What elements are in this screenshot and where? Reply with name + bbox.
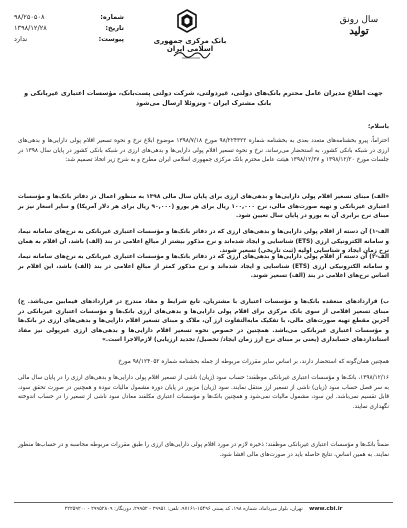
greeting: با‌سلام؛ — [367, 124, 389, 130]
paragraph-intro: احتراماً، پیرو بخشنامه‌های متعدد بعدی به بخشنامه شماره ۹۸/۲۲۴۳۲۲ مورخ ۱۳۹۸/۷/۱۸ موضوع ابلاغ نرخ و نحوه تسعیر اقلام پولی دارایی‌ها و بدهی‌های ارزی در شبکه بانکی کشور، به استحضار می‌رساند، نرخ و نحوه تسعیر اقلام پولی دارایی‌ها و بدهی‌های ارزی در شبکه بانکی کشور در پایان سال ۱۳۹۸ در جلسات مورخ ۱۳۹۸/۱۲/۲۰ و ۱۳۹۸/۱۲/۲۷ هیئت عامل محترم بانک مرکزی جمهوری اسلامی ایران مطرح و به شرح زیر اتخاذ تصمیم شد: — [18, 138, 390, 164]
footer-address: تهران، بلوار میرداماد، شماره ۱۹۸، کد پستی ۱۵۴۹۶-۹۷۱۶۱، تلفن: ۲۹۹۵۱ - ۲۹۹۵۲، دورنگار: ۲۹۹۵۲۸۰۹ - ۲۲۲۵۹۲۰۰ — [64, 506, 303, 512]
paragraph-clauses-b-c: ب) قراردادهای منعقده بانک‌ها و مؤسسات اعتباری با مشتریان، تابع شرایط و مفاد مندرج در قراردادهای فیمابین می‌باشد. ج) مبنای تسعیر اقلامی از سوی بانک مرکزی برای اقلام پولی دارایی‌ها و بدهی‌های ارزی بانک‌ها و مؤسسات اعتباری غیربانکی در آخرین مقطع تهیه صورت‌های مالی، با تفکیک مابه‌التفاوت ارز آن، ملاک و مبنای تسعیر اقلام دارایی‌ها و بدهی‌های ارزی در بانک‌ها و مؤسسات اعتباری غیربانکی می‌باشد. همچنین در خصوص نحوه تسعیر اقلام دارایی‌ها و بدهی‌های ارزی غیرپولی نیز مفاد استانداردهای حسابداری (یعنی بر مبنای نرخ ارز زمان ایجاد/ تحصیل/ تجدید ارزیابی) لازم‌الاجرا است.» — [18, 299, 389, 344]
letter-metadata — [14, 12, 124, 45]
year-slogan — [325, 14, 393, 38]
paragraph-reference: همچنین همان‌گونه که استحضار دارند، بر اساس سایر مقررات مربوطه از جمله بخشنامه شماره ۹۸/۱۲۴۰۵۲ مورخ — [118, 359, 389, 365]
paragraph-clause-a1: الف-۱) آن دسته از اقلام پولی دارایی‌ها و بدهی‌های ارزی که در دفاتر بانک‌ها و مؤسسات اعتباری غیربانکی به نرخ‌های سامانه نیما، و سامانه الکترونیکی ارزی (ETS) شناسایی و ایجاد شده‌اند و نرخ مذکور بیشتر از مبالغ اعلامی در بند (الف) باشد، آن اقلام به همان نرخ زمان ایجاد و شناسایی اولیه (ثبت تاریخی) تسعیر شوند. — [18, 229, 390, 255]
letter-number-row — [14, 12, 124, 23]
paragraph-clause-a2: الف-۲) آن دسته از اقلام پولی دارایی‌ها و بدهی‌های ارزی که در دفاتر بانک‌ها و مؤسسات اعتباری غیربانکی به نرخ‌های سامانه نیما، و سامانه الکترونیکی ارزی (ETS) شناسایی و ایجاد شده‌اند و نرخ مذکور کمتر از مبالغ اعلامی در بند (الف) باشد، این اقلام بر اساس نرخ‌های اعلامی در بند (الف) تسعیر شوند. — [18, 254, 389, 280]
slogan-line-1: سال رونق — [339, 15, 379, 25]
letter-number: ۹۸/۲۵۰۵۰۸ — [14, 13, 45, 21]
signature-mark — [172, 48, 212, 60]
letter-attachment: ندارد — [14, 35, 28, 43]
paragraph-clause-a: «الف) مبنای تسعیر اقلام پولی دارایی‌ها و بدهی‌های ارزی برای پایان سال مالی ۱۳۹۸ به منظور اعمال در دفاتر بانک‌ها و مؤسسات اعتباری غیربانکی و تهیه صورت‌های مالی، نرخ ۱۰۰,۰۰۰ ریال برای هر یورو (۹۰,۰۰۰ ریال برای هر دلار آمریکا) و سایر اسعار نیز بر مبنای نرخ برابری آن به یورو در پایان سال تعیین شود. — [18, 194, 390, 220]
recipient-line: جهت اطلاع مدیران عامل محترم بانک‌های دولتی، غیردولتی، شرکت دولتی پست‌بانک، مؤسسات اعتباری غیربانکی و بانک مشترک ایران - ونزوئلا ارسال می‌شود — [24, 89, 383, 107]
letter-date-label: تاریخ: — [105, 24, 124, 32]
footer-divider — [14, 502, 393, 503]
paragraph-closing: ضمناً بانک‌ها و مؤسسات اعتباری غیربانکی موظفند؛ ذخیره لازم در مورد اقلام پولی دارایی‌های ارزی را طبق مقررات مربوطه محاسبه و در حساب‌ها منظور نمایند. به همین اساس، نتایج حاصله باید در صورت‌های مالی افشا شود. — [18, 442, 389, 458]
central-bank-emblem-icon — [176, 9, 198, 33]
letter-date: ۱۳۹۸/۱۲/۲۸ — [14, 24, 47, 32]
letter-number-label: شماره: — [100, 13, 124, 21]
bank-name: بانک مرکزی جمهوری اسلامی ایران — [153, 37, 227, 53]
letter-attachment-label: پیوست: — [98, 35, 124, 43]
footer — [14, 505, 393, 513]
paragraph-obligations: ۱۳۹۸/۱۲/۱۶، بانک‌ها و مؤسسات اعتباری غیربانکی موظفند؛ حساب سود (زیان) ناشی از تسعیر اقلام پولی دارایی‌ها و بدهی‌های ارزی را در پایان سال مالی به سر فصل حساب سود (زیان) ناشی از تسعیر ارز منتقل نمایند. سود (زیان) مزبور در پایان دوره مشمول مالیات نبوده و همچنین در صورت تحقق سود، قابل تقسیم نمی‌باشد. این سود، مشمول مالیات نمی‌شود و همچنین بانک‌ها و مؤسسات اعتباری مکلفند معادل سود ناشی از تسعیر را در حساب اندوخته نگهداری نمایند. — [18, 375, 389, 410]
letter-date-row — [14, 23, 124, 34]
letter-attachment-row — [14, 34, 124, 45]
slogan-line-2: تولید — [349, 26, 369, 37]
website-link[interactable]: www.cbi.ir — [309, 506, 343, 512]
